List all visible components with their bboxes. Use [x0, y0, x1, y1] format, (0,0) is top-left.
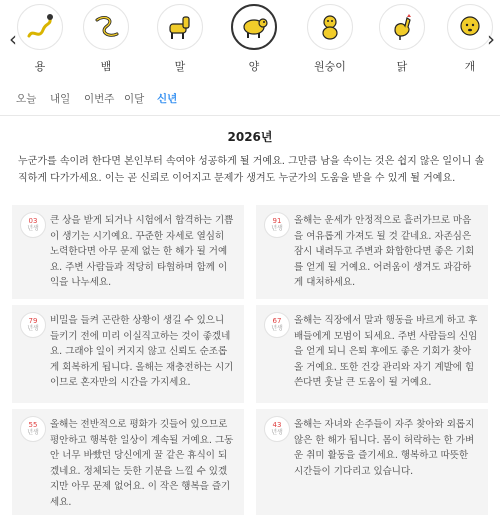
birth-year-badge — [20, 416, 46, 442]
zodiac-carousel — [0, 0, 500, 82]
zodiac-item-rooster[interactable] — [372, 4, 432, 74]
sheep-icon — [231, 4, 277, 50]
zodiac-item-sheep[interactable] — [224, 4, 284, 74]
birth-year: 03 — [28, 217, 38, 225]
zodiac-label: 뱀 — [100, 60, 112, 73]
birth-year-badge — [264, 416, 290, 442]
chevron-right-icon[interactable]: › — [487, 27, 495, 51]
birth-year-unit: 년생 — [27, 429, 39, 436]
fortune-text: 큰 상을 받게 되거나 시험에서 합격하는 기쁨이 생기는 시기예요. 꾸준한 자세로 열심히 노력한다면 아무 문제 없는 한 해가 될 거예요. 주변 사람들과 적당히 타협하며 함께 이익을 나누세요. — [50, 215, 234, 288]
tab-tomorrow[interactable]: 내일 — [50, 93, 71, 105]
zodiac-label: 닭 — [396, 60, 408, 73]
tab-this-month[interactable]: 이달 — [124, 93, 145, 105]
birth-year-unit: 년생 — [27, 225, 39, 232]
birth-year-badge — [264, 212, 290, 238]
zodiac-label: 양 — [248, 60, 260, 73]
birth-year: 91 — [272, 217, 282, 225]
birth-year-badge — [264, 312, 290, 338]
fortune-card — [256, 409, 488, 515]
birth-year-badge — [20, 212, 46, 238]
period-tabs — [0, 82, 500, 116]
zodiac-label: 개 — [464, 60, 476, 73]
birth-year: 67 — [272, 317, 282, 325]
fortune-text: 비밀을 들켜 곤란한 상황이 생길 수 있으니 들키기 전에 미리 이실직고하는 것이 좋겠네요. 그래야 일이 커지지 않고 신뢰도 순조롭게 회복하게 됩니다. 올해는 재충전하는 시기이므로 혼자만의 시간을 가지세요. — [50, 315, 234, 388]
zodiac-item-horse[interactable] — [150, 4, 210, 74]
zodiac-label: 말 — [174, 60, 186, 73]
rooster-icon — [379, 4, 425, 50]
birth-year-unit: 년생 — [27, 325, 39, 332]
zodiac-item-snake[interactable] — [76, 4, 136, 74]
dragon-icon — [17, 4, 63, 50]
zodiac-item-monkey[interactable] — [300, 4, 360, 74]
chevron-left-icon[interactable]: ‹ — [9, 27, 17, 51]
fortune-card — [256, 305, 488, 403]
tab-new-year[interactable]: 신년 — [157, 93, 178, 105]
birth-year-unit: 년생 — [271, 429, 283, 436]
fortune-card — [12, 409, 244, 515]
zodiac-item-dragon[interactable] — [10, 4, 70, 74]
birth-year: 55 — [28, 421, 38, 429]
fortune-text: 올해는 운세가 안정적으로 흘러가므로 마음을 여유롭게 가져도 될 것 같네요. 자존심은 잠시 내려두고 주변과 화합한다면 좋은 기회를 얻게 될 거예요. 어려움이 생겨도 과감하게 대처하세요. — [294, 215, 475, 288]
birth-year-badge — [20, 312, 46, 338]
zodiac-label: 원숭이 — [314, 60, 346, 73]
snake-icon — [83, 4, 129, 50]
page-title: 2026년 — [227, 130, 273, 144]
fortune-summary: 누군가를 속이려 한다면 본인부터 속여야 성공하게 될 거예요. 그만큼 남을 속이는 것은 쉽지 않은 일이니 솔직하게 다가가세요. 이는 곧 신뢰로 이어지고 문제가 생겨도 누군가의 도움을 받을 수 있게 될 거예요. — [18, 156, 485, 184]
birth-year-unit: 년생 — [271, 325, 283, 332]
fortune-text: 올해는 자녀와 손주들이 자주 찾아와 외롭지 않은 한 해가 됩니다. 몸이 허락하는 한 가벼운 취미 활동을 즐기세요. 행복하고 따뜻한 시간들이 기다리고 있습니다. — [294, 419, 475, 477]
fortune-card — [256, 205, 488, 299]
birth-year: 43 — [272, 421, 282, 429]
fortune-card — [12, 305, 244, 403]
birth-year: 79 — [28, 317, 38, 325]
tab-this-week[interactable]: 이번주 — [84, 93, 115, 105]
horse-icon — [157, 4, 203, 50]
fortune-text: 올해는 전반적으로 평화가 깃들어 있으므로 평안하고 행복한 일상이 계속될 거예요. 그동안 너무 바빴던 당신에게 꿀 같은 휴식이 되겠네요. 정체되는 듯한 기분을 느낄 수 있겠지만 아무 문제 없어요. 이 작은 행복을 즐기세요. — [50, 419, 234, 508]
tab-today[interactable]: 오늘 — [16, 93, 37, 105]
fortune-card — [12, 205, 244, 299]
monkey-icon — [307, 4, 353, 50]
zodiac-label: 용 — [34, 60, 46, 73]
fortune-text: 올해는 직장에서 말과 행동을 바르게 하고 후배들에게 모범이 되세요. 주변 사람들의 신임을 얻게 되니 은퇴 후에도 좋은 기회가 찾아올 거예요. 또한 건강 관리와 자기 계발에 힘쓴다면 훗날 큰 도움이 될 거예요. — [294, 315, 478, 388]
birth-year-unit: 년생 — [271, 225, 283, 232]
